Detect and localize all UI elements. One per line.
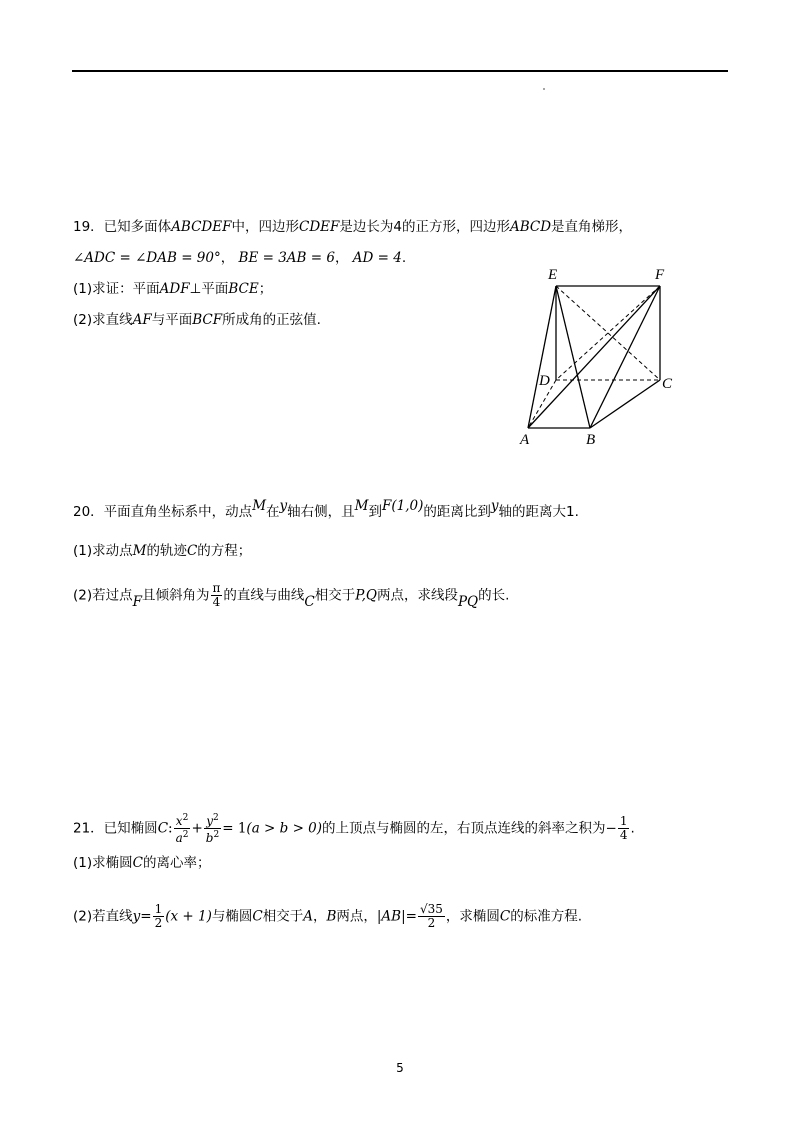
q19-text: 所成角的正弦值. <box>222 312 321 328</box>
q19-text: (2)求直线 <box>73 312 133 328</box>
q20-math-focus: F(1,0) <box>381 498 424 514</box>
q21-text: ，求椭圆 <box>445 908 500 925</box>
q21-math-x-plus-1: (x + 1) <box>165 908 212 925</box>
q21-part1 <box>73 853 210 873</box>
q19-math-adf: ADF <box>159 281 190 297</box>
q21-math-plus: + <box>191 820 203 837</box>
edge-ea <box>528 286 556 428</box>
q19-math-bce: BCE <box>228 281 259 297</box>
q20-math-c: C <box>186 543 198 559</box>
edge-bc <box>590 380 660 428</box>
q20-math-pq-points: P,Q <box>355 587 377 604</box>
q20-fraction-pi-over-4 <box>211 582 223 609</box>
q21-fraction-sqrt35-over-2 <box>418 903 445 930</box>
page-number: 5 <box>396 1061 404 1075</box>
q19-text: 是直角梯形， <box>551 219 633 235</box>
q21-text: 的上顶点与椭圆的左，右顶点连线的斜率之积为 <box>322 820 606 837</box>
q21-math-c: C <box>252 908 263 925</box>
q20-math-m: M <box>252 498 267 514</box>
fraction-numerator: 1 <box>154 902 163 916</box>
edge-eb <box>556 286 590 428</box>
q20-math-y: y <box>490 498 499 514</box>
q19-text: 与平面 <box>151 312 193 328</box>
q21-part2 <box>73 903 582 930</box>
q19-math-af: AF <box>132 312 152 328</box>
exponent: 2 <box>213 813 219 823</box>
q20-text: 的直线与曲线 <box>223 587 305 604</box>
q20-math-m: M <box>132 543 147 559</box>
q19-math-bcf: BCF <box>192 312 223 328</box>
edge-fb <box>590 286 660 428</box>
q20-math-f: F <box>132 593 142 610</box>
q19-text: ； <box>258 281 273 297</box>
q19-math-abcdef: ABCDEF <box>171 219 232 235</box>
fraction-numerator: y <box>206 814 214 828</box>
q21-text: 相交于 <box>262 908 304 925</box>
q20-math-m: M <box>354 498 369 514</box>
q21-text: (1)求椭圆 <box>73 855 133 871</box>
q20-math-pq: PQ <box>457 593 479 610</box>
label-d: D <box>539 373 550 389</box>
q19-text: 是边长为4的正方形，四边形 <box>339 219 510 235</box>
q21-text: 的标准方程. <box>510 908 583 925</box>
q19-math-ad: AD = 4 <box>352 250 402 266</box>
fraction-numerator: x <box>175 814 183 828</box>
q20-line1 <box>73 498 579 522</box>
q21-fraction-x2-a2 <box>174 812 191 845</box>
label-a: A <box>520 432 530 448</box>
q20-text: 的长. <box>478 587 510 604</box>
q19-math-cdef: CDEF <box>298 219 340 235</box>
q20-math-y: y <box>279 498 288 514</box>
q21-math-y: y <box>132 908 141 925</box>
q21-text: 的离心率； <box>142 855 211 871</box>
fraction-denominator: 4 <box>212 595 221 609</box>
fraction-denominator: b <box>205 831 214 845</box>
q21-math-a: A <box>303 908 313 925</box>
q21-fraction-one-half <box>153 903 165 930</box>
q20-text: 相交于 <box>314 587 356 604</box>
q20-text: 轴右侧，且 <box>287 504 355 520</box>
q19-part1 <box>73 279 272 299</box>
label-e: E <box>548 267 558 283</box>
q21-text: ， <box>312 908 327 925</box>
q20-math-c: C <box>304 593 315 610</box>
q21-math-condition: (a > b > 0) <box>246 820 323 837</box>
q21-math-c: C <box>157 820 169 837</box>
label-b: B <box>586 432 596 448</box>
q19-line2 <box>73 248 406 268</box>
q19-text: . <box>401 250 407 266</box>
q21-text: . <box>630 820 635 837</box>
q20-text: 的轨迹 <box>146 543 187 559</box>
q21-fraction-one-quarter <box>618 815 630 842</box>
q20-text: (2)若过点 <box>73 587 133 604</box>
q21-text: (2)若直线 <box>73 908 133 925</box>
fraction-denominator: a <box>175 831 183 845</box>
q19-line1 <box>73 217 632 237</box>
q20-text: 轴的距离大1. <box>498 504 579 520</box>
q20-text: (1)求动点 <box>73 543 133 559</box>
q21-math-colon: : <box>168 820 173 837</box>
fraction-denominator: 2 <box>427 916 436 930</box>
q20-part1 <box>73 541 251 561</box>
q19-math-abcd: ABCD <box>509 219 552 235</box>
label-f: F <box>655 267 665 283</box>
fraction-denominator: 2 <box>154 916 163 930</box>
exponent: 2 <box>182 830 189 840</box>
q21-fraction-y2-b2 <box>204 812 221 845</box>
fraction-numerator: √35 <box>419 902 443 916</box>
q20-text: 在 <box>266 504 280 520</box>
q20-text: 且倾斜角为 <box>142 587 210 604</box>
exponent: 2 <box>213 830 220 840</box>
q21-math-minus: − <box>605 820 617 837</box>
q20-text: 的距离比到 <box>423 504 491 520</box>
q21-line1 <box>73 812 635 845</box>
q19-text: 19．已知多面体 <box>73 219 172 235</box>
scan-dot <box>543 88 545 90</box>
q21-math-c: C <box>132 855 143 871</box>
q19-text: ⊥平面 <box>189 281 229 297</box>
q19-text: ， <box>220 250 235 266</box>
q20-text: 20．平面直角坐标系中，动点 <box>73 504 253 520</box>
q19-math-angles: ∠ADC = ∠DAB = 90° <box>73 250 221 266</box>
solid-edges <box>528 286 660 428</box>
exponent: 2 <box>182 813 189 823</box>
q19-text: ， <box>334 250 349 266</box>
polyhedron-figure <box>510 262 690 452</box>
q21-math-equals: = <box>405 908 417 925</box>
label-c: C <box>662 376 673 392</box>
q21-text: 21．已知椭圆 <box>73 820 158 837</box>
q19-part2 <box>73 310 321 330</box>
q21-text: 与椭圆 <box>211 908 253 925</box>
q21-math-c: C <box>499 908 511 925</box>
q21-text: 两点， <box>336 908 377 925</box>
header-rule <box>72 70 728 72</box>
q20-text: 两点，求线段 <box>376 587 458 604</box>
q20-part2 <box>73 582 509 609</box>
fraction-denominator: 4 <box>619 828 628 842</box>
q20-text: 到 <box>368 504 382 520</box>
q21-math-ab-length: |AB| <box>376 908 406 925</box>
q19-math-be: BE = 3AB = 6 <box>238 250 335 266</box>
q21-math-b: B <box>326 908 337 925</box>
q21-math-equals: = <box>140 908 152 925</box>
fraction-numerator: π <box>212 581 221 595</box>
q19-text: 中，四边形 <box>231 219 299 235</box>
q19-text: (1)求证：平面 <box>73 281 160 297</box>
fraction-numerator: 1 <box>619 814 628 828</box>
q21-math-equals: = 1 <box>222 820 247 837</box>
q20-text: 的方程； <box>197 543 252 559</box>
edge-fa <box>528 286 660 428</box>
